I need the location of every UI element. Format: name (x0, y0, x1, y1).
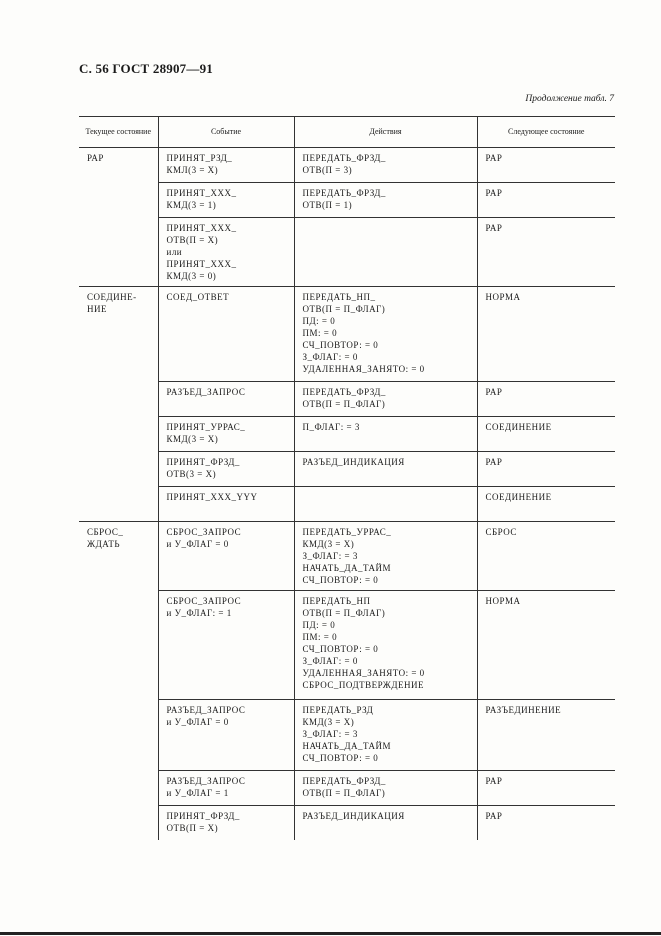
next-state-cell: СБРОС (477, 522, 615, 591)
state-transition-table (79, 116, 615, 840)
event-cell: РАЗЪЕД_ЗАПРОС (158, 382, 294, 417)
next-state-cell: СОЕДИНЕНИЕ (477, 417, 615, 452)
next-state-cell: НОРМА (477, 591, 615, 700)
event-cell: ПРИНЯТ_ФРЗД_ ОТВ(П = X) (158, 806, 294, 841)
event-cell: РАЗЪЕД_ЗАПРОС и У_ФЛАГ = 0 (158, 700, 294, 771)
table-row (79, 771, 615, 806)
bottom-rule (0, 932, 661, 935)
current-state-cell: СБРОС_ ЖДАТЬ (87, 527, 124, 549)
event-cell: ПРИНЯТ_РЗД_ КМЛ(3 = X) (158, 148, 294, 183)
table-row (79, 148, 615, 183)
table-row (79, 218, 615, 287)
table-row (79, 806, 615, 841)
next-state-cell: РАР (477, 382, 615, 417)
table-row (79, 382, 615, 417)
event-cell: ПРИНЯТ_XXX_ ОТВ(П = X) или ПРИНЯТ_XXX_ КМД(3 = 0) (158, 218, 294, 287)
event-cell: СОЕД_ОТВЕТ (158, 287, 294, 382)
next-state-cell: РАР (477, 806, 615, 841)
action-cell: РАЗЪЕД_ИНДИКАЦИЯ (294, 806, 477, 841)
next-state-cell: СОЕДИНЕНИЕ (477, 487, 615, 522)
current-state-cell: СОЕДИНЕ- НИЕ (79, 287, 158, 522)
action-cell: ПЕРЕДАТЬ_ФРЗД_ ОТВ(П = 3) (294, 148, 477, 183)
table-row (79, 487, 615, 522)
action-cell (294, 487, 477, 522)
page-header: С. 56 ГОСТ 28907—91 (79, 61, 213, 76)
table-row (79, 183, 615, 218)
next-state-cell: РАР (477, 218, 615, 287)
next-state-cell: РАР (477, 183, 615, 218)
column-header-actions: Действия (294, 117, 477, 148)
event-cell: СБРОС_ЗАПРОС и У_ФЛАГ: = 1 (158, 591, 294, 700)
action-cell: П_ФЛАГ: = 3 (294, 417, 477, 452)
next-state-cell: РАР (477, 148, 615, 183)
action-cell: ПЕРЕДАТЬ_ФРЗД_ ОТВ(П = П_ФЛАГ) (294, 382, 477, 417)
table-continuation-caption: Продолжение табл. 7 (525, 94, 614, 104)
event-cell: СБРОС_ЗАПРОС и У_ФЛАГ = 0 (158, 522, 294, 591)
table-row (79, 452, 615, 487)
event-cell: ПРИНЯТ_УРРАС_ КМД(3 = X) (158, 417, 294, 452)
table-row (79, 417, 615, 452)
event-cell: ПРИНЯТ_ФРЗД_ ОТВ(3 = X) (158, 452, 294, 487)
action-cell (294, 218, 477, 287)
action-cell: ПЕРЕДАТЬ_НП ОТВ(П = П_ФЛАГ) ПД: = 0 ПМ: = 0 СЧ_ПОВТОР: = 0 З_ФЛАГ: = 0 УДАЛЕННАЯ_ЗАНЯТО: = 0 СБРОС_ПОДТВЕРЖДЕНИЕ (294, 591, 477, 700)
table-row (79, 591, 615, 700)
next-state-cell: РАЗЪЕДИНЕНИЕ (477, 700, 615, 771)
column-header-current-state: Текущее состояние (79, 117, 158, 148)
table-row (79, 287, 615, 382)
action-cell: ПЕРЕДАТЬ_РЗД КМД(3 = X) З_ФЛАГ: = 3 НАЧАТЬ_ДА_ТАЙМ СЧ_ПОВТОР: = 0 (294, 700, 477, 771)
column-header-next-state: Следующее состояние (477, 117, 615, 148)
next-state-cell: РАР (477, 452, 615, 487)
action-cell: ПЕРЕДАТЬ_УРРАС_ КМД(3 = X) З_ФЛАГ: = 3 НАЧАТЬ_ДА_ТАЙМ СЧ_ПОВТОР: = 0 (294, 522, 477, 591)
event-cell: РАЗЪЕД_ЗАПРОС и У_ФЛАГ = 1 (158, 771, 294, 806)
table-row (79, 522, 615, 591)
next-state-cell: НОРМА (477, 287, 615, 382)
current-state-cell: РАР (79, 148, 158, 287)
action-cell: ПЕРЕДАТЬ_ФРЗД_ ОТВ(П = 1) (294, 183, 477, 218)
action-cell: РАЗЪЕД_ИНДИКАЦИЯ (294, 452, 477, 487)
column-header-event: Событие (158, 117, 294, 148)
next-state-cell: РАР (477, 771, 615, 806)
event-cell: ПРИНЯТ_XXX_YYY (158, 487, 294, 522)
table-body (79, 148, 615, 841)
action-cell: ПЕРЕДАТЬ_ФРЗД_ ОТВ(П = П_ФЛАГ) (294, 771, 477, 806)
action-cell: ПЕРЕДАТЬ_НП_ ОТВ(П = П_ФЛАГ) ПД: = 0 ПМ: = 0 СЧ_ПОВТОР: = 0 З_ФЛАГ: = 0 УДАЛЕННАЯ_ЗАНЯТО: = 0 (294, 287, 477, 382)
table-header-row (79, 117, 615, 148)
event-cell: ПРИНЯТ_XXX_ КМД(3 = 1) (158, 183, 294, 218)
table-row (79, 700, 615, 771)
